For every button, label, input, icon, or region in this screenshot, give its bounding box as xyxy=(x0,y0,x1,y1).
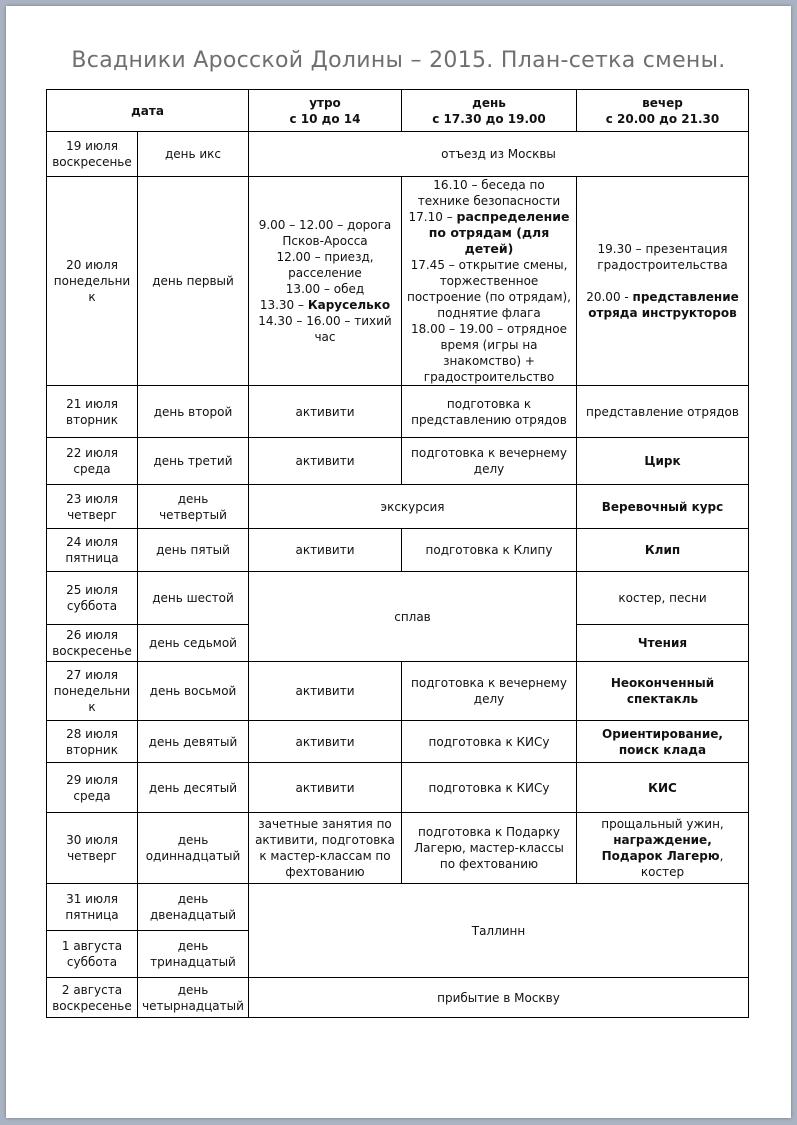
day-item: 16.10 – беседа по технике безопасности xyxy=(417,178,561,208)
header-day: день с 17.30 до 19.00 xyxy=(402,90,577,132)
evening-cell: представление отрядов xyxy=(577,386,749,438)
morning-item: 13.00 – обед xyxy=(285,282,365,296)
morning-cell xyxy=(249,177,402,386)
morning-day-cell: сплав xyxy=(249,572,577,662)
header-row xyxy=(47,90,749,132)
morning-item-bold: Каруселько xyxy=(307,298,391,312)
day-label-cell: день двенадцатый xyxy=(138,884,249,931)
full-day-cell: Таллинн xyxy=(249,884,749,978)
full-day-cell: прибытие в Москву xyxy=(249,978,749,1018)
day-cell: подготовка к представлению отрядов xyxy=(402,386,577,438)
table-row xyxy=(47,721,749,763)
date-cell: 23 июля четверг xyxy=(47,485,138,529)
header-morning: утро с 10 до 14 xyxy=(249,90,402,132)
day-label-cell: день девятый xyxy=(138,721,249,763)
table-row xyxy=(47,132,749,177)
morning-item: 13.30 – xyxy=(259,298,308,312)
table-row xyxy=(47,978,749,1018)
day-label-cell: день восьмой xyxy=(138,662,249,721)
morning-cell: активити xyxy=(249,386,402,438)
evening-item: прощальный ужин, xyxy=(601,817,724,831)
date-cell: 19 июля воскресенье xyxy=(47,132,138,177)
evening-cell: КИС xyxy=(577,763,749,813)
evening-item: , костер xyxy=(640,849,724,879)
morning-cell: зачетные занятия по активити, подготовка к мастер-классам по фехтованию xyxy=(249,813,402,884)
morning-cell: активити xyxy=(249,763,402,813)
date-cell: 1 августа суббота xyxy=(47,931,138,978)
date-cell: 2 августа воскресенье xyxy=(47,978,138,1018)
date-cell: 27 июля понедельни к xyxy=(47,662,138,721)
evening-item-bold: Подарок Лагерю xyxy=(601,849,720,863)
morning-cell: активити xyxy=(249,662,402,721)
day-item: 17.10 – xyxy=(408,210,457,224)
day-label-cell: день шестой xyxy=(138,572,249,625)
evening-cell: Ориентирование, поиск клада xyxy=(577,721,749,763)
header-evening: вечер с 20.00 до 21.30 xyxy=(577,90,749,132)
evening-cell: Веревочный курс xyxy=(577,485,749,529)
schedule-table xyxy=(46,89,749,1018)
table-row xyxy=(47,662,749,721)
day-item: 18.00 – 19.00 – отрядное время (игры на знакомство) + градостроительство xyxy=(411,322,567,384)
evening-cell xyxy=(577,813,749,884)
table-row xyxy=(47,485,749,529)
table-row xyxy=(47,572,749,625)
day-cell: подготовка к КИСу xyxy=(402,721,577,763)
evening-item-bold: представление отряда инструкторов xyxy=(588,290,739,320)
day-cell xyxy=(402,177,577,386)
table-row xyxy=(47,884,749,931)
day-label-cell: день седьмой xyxy=(138,625,249,662)
day-label-cell: день десятый xyxy=(138,763,249,813)
table-row xyxy=(47,438,749,485)
day-cell: подготовка к КИСу xyxy=(402,763,577,813)
day-item-bold: распределение по отрядам (для детей) xyxy=(428,209,570,256)
date-cell: 20 июля понедельни к xyxy=(47,177,138,386)
table-row xyxy=(47,177,749,386)
header-date: дата xyxy=(47,90,249,132)
morning-cell: активити xyxy=(249,529,402,572)
evening-cell: Неоконченный спектакль xyxy=(577,662,749,721)
day-cell: подготовка к Подарку Лагерю, мастер-классы по фехтованию xyxy=(402,813,577,884)
day-item: 17.45 – открытие смены, торжественное построение (по отрядам), поднятие флага xyxy=(406,258,571,320)
morning-item: 9.00 – 12.00 – дорога Псков-Аросса xyxy=(258,218,392,248)
evening-cell: Клип xyxy=(577,529,749,572)
table-row xyxy=(47,386,749,438)
day-label-cell: день икс xyxy=(138,132,249,177)
day-label-cell: день третий xyxy=(138,438,249,485)
day-cell: подготовка к вечернему делу xyxy=(402,438,577,485)
full-day-cell: отъезд из Москвы xyxy=(249,132,749,177)
evening-item: 19.30 – презентация градостроительства xyxy=(597,242,728,272)
day-label-cell: день тринадцатый xyxy=(138,931,249,978)
evening-item: 20.00 - xyxy=(586,290,633,304)
day-label-cell: день пятый xyxy=(138,529,249,572)
day-label-cell: день четвертый xyxy=(138,485,249,529)
date-cell: 21 июля вторник xyxy=(47,386,138,438)
date-cell: 25 июля суббота xyxy=(47,572,138,625)
table-row xyxy=(47,763,749,813)
day-label-cell: день одиннадцатый xyxy=(138,813,249,884)
evening-cell xyxy=(577,177,749,386)
morning-item: 14.30 – 16.00 – тихий час xyxy=(258,314,392,344)
page-title: Всадники Аросской Долины – 2015. План-сетка смены. xyxy=(71,48,726,73)
date-cell: 24 июля пятница xyxy=(47,529,138,572)
date-cell: 22 июля среда xyxy=(47,438,138,485)
evening-cell: Цирк xyxy=(577,438,749,485)
date-cell: 30 июля четверг xyxy=(47,813,138,884)
date-cell: 26 июля воскресенье xyxy=(47,625,138,662)
day-cell: подготовка к Клипу xyxy=(402,529,577,572)
evening-cell: костер, песни xyxy=(577,572,749,625)
morning-cell: активити xyxy=(249,721,402,763)
evening-cell: Чтения xyxy=(577,625,749,662)
day-cell: подготовка к вечернему делу xyxy=(402,662,577,721)
day-label-cell: день четырнадцатый xyxy=(138,978,249,1018)
morning-item: 12.00 – приезд, расселение xyxy=(276,250,374,280)
date-cell: 29 июля среда xyxy=(47,763,138,813)
morning-day-cell: экскурсия xyxy=(249,485,577,529)
date-cell: 28 июля вторник xyxy=(47,721,138,763)
table-row xyxy=(47,529,749,572)
day-label-cell: день первый xyxy=(138,177,249,386)
day-label-cell: день второй xyxy=(138,386,249,438)
evening-item-bold: награждение, xyxy=(613,833,712,847)
morning-cell: активити xyxy=(249,438,402,485)
table-row xyxy=(47,813,749,884)
date-cell: 31 июля пятница xyxy=(47,884,138,931)
document-page xyxy=(6,6,791,1118)
